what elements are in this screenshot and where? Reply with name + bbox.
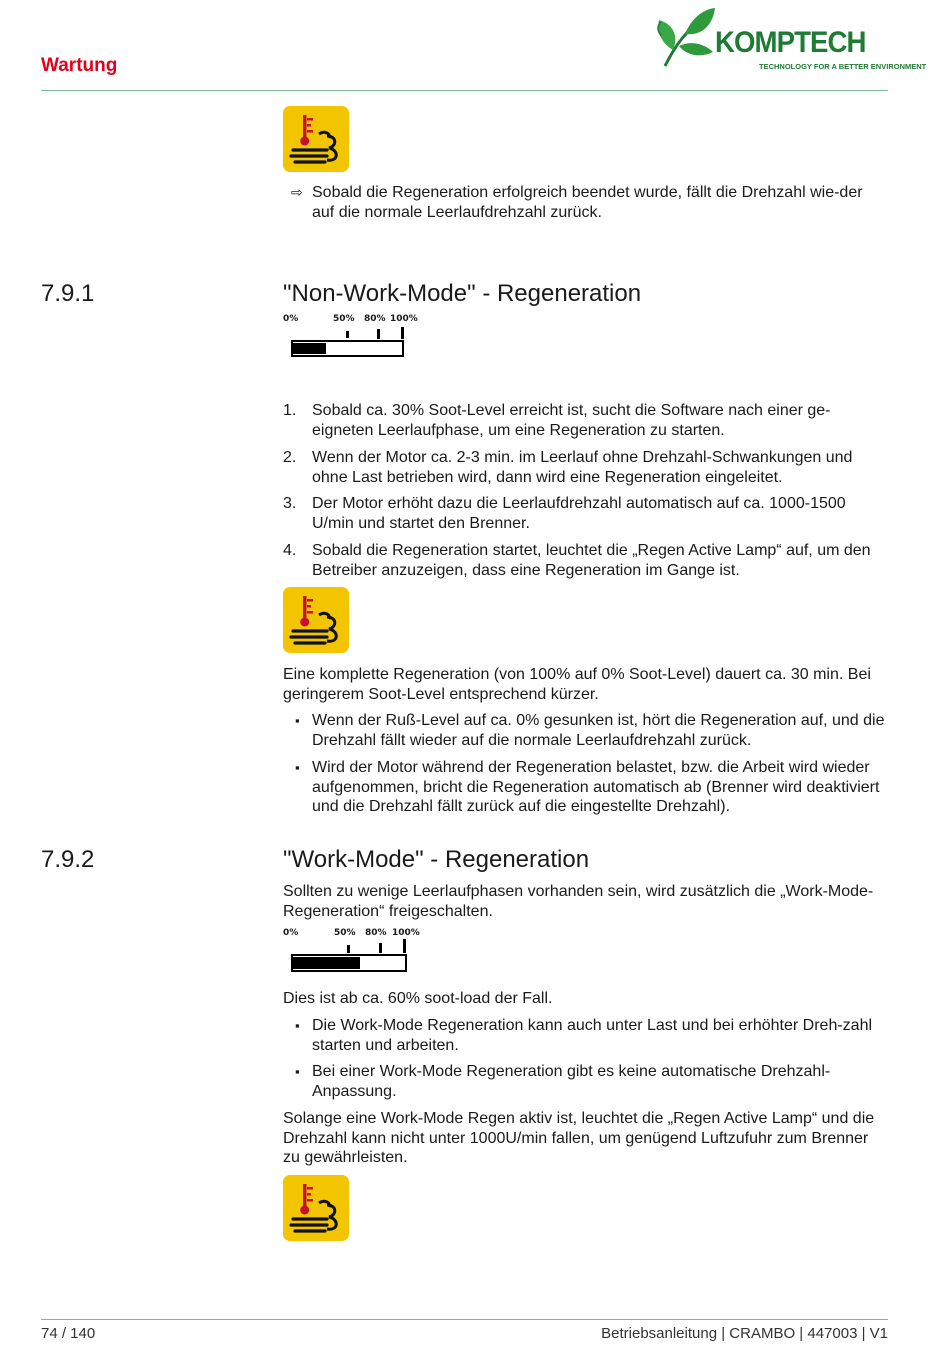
step-text: Sobald ca. 30% Soot-Level erreicht ist, sucht die Software nach einer ge-eigneten Leerlaufphase, um eine Regeneration zu starten. — [312, 402, 831, 439]
bullet-item — [283, 711, 888, 750]
step-number: 2. — [283, 449, 297, 466]
logo-tagline: TECHNOLOGY FOR A BETTER ENVIRONMENT — [759, 62, 927, 71]
leaf-logo-icon — [655, 6, 717, 72]
regen-warning-icon — [283, 1175, 349, 1241]
bullet-icon: ▪ — [295, 1018, 300, 1033]
gauge-label-0: 0% — [283, 314, 299, 324]
step-item — [283, 401, 888, 440]
step-number: 1. — [283, 402, 297, 419]
soot-level-gauge — [283, 928, 423, 976]
result-arrow-icon: ⇨ — [291, 184, 303, 200]
gauge-fill — [293, 343, 326, 354]
regen-duration-paragraph: Eine komplette Regeneration (von 100% auf 0% Soot-Level) dauert ca. 30 min. Bei geringerem Soot-Level entsprechend kürzer. — [283, 666, 871, 703]
section-number: 7.9.1 — [41, 280, 95, 307]
bullet-text: Bei einer Work-Mode Regeneration gibt es keine automatische Drehzahl-Anpassung. — [312, 1063, 831, 1100]
regen-warning-icon — [283, 587, 349, 653]
gauge-label-100: 100% — [390, 314, 418, 324]
result-text: Sobald die Regeneration erfolgreich beendet wurde, fällt die Drehzahl wie-der auf die normale Leerlaufdrehzahl zurück. — [312, 184, 863, 221]
regen-warning-icon — [283, 106, 349, 172]
gauge-fill — [293, 957, 360, 969]
step-text: Der Motor erhöht dazu die Leerlaufdrehzahl automatisch auf ca. 1000-1500 U/min und startet den Brenner. — [312, 495, 846, 532]
bullet-text: Wird der Motor während der Regeneration belastet, bzw. die Arbeit wird wieder aufgenommen, bricht die Regeneration automatisch ab (Brenner wird deaktiviert und die Drehzahl fällt zurück auf die eingestellte Drehzahl). — [312, 759, 880, 816]
header-divider — [41, 90, 888, 91]
step-number: 4. — [283, 542, 297, 559]
section-title: "Work-Mode" - Regeneration — [283, 846, 590, 873]
bullet-text: Die Work-Mode Regeneration kann auch unter Last und bei erhöhter Dreh-zahl starten und arbeiten. — [312, 1017, 873, 1054]
gauge-label-100: 100% — [392, 928, 420, 938]
komptech-logo — [655, 6, 927, 72]
section-header-title: Wartung — [41, 55, 118, 76]
section-title: "Non-Work-Mode" - Regeneration — [283, 280, 642, 307]
work-mode-intro: Sollten zu wenige Leerlaufphasen vorhanden sein, wird zusätzlich die „Work-Mode-Regeneration“ freigeschalten. — [283, 883, 874, 920]
gauge-label-50: 50% — [334, 928, 356, 938]
document-reference: Betriebsanleitung | CRAMBO | 447003 | V1 — [601, 1325, 888, 1342]
step-number: 3. — [283, 495, 297, 512]
result-line — [283, 183, 888, 222]
bullet-icon: ▪ — [295, 1064, 300, 1079]
bullet-item — [283, 758, 888, 817]
threshold-text: Dies ist ab ca. 60% soot-load der Fall. — [283, 990, 553, 1007]
bullet-text: Wenn der Ruß-Level auf ca. 0% gesunken ist, hört die Regeneration auf, und die Drehzahl fällt wieder auf die normale Leerlaufdrehzahl zurück. — [312, 712, 885, 749]
work-mode-paragraph: Solange eine Work-Mode Regen aktiv ist, leuchtet die „Regen Active Lamp“ und die Drehzahl kann nicht unter 1000U/min fallen, um genügend Luftzufuhr zum Brenner zu gewährleisten. — [283, 1110, 875, 1167]
step-text: Wenn der Motor ca. 2-3 min. im Leerlauf ohne Drehzahl-Schwankungen und ohne Last betrieben wird, dann wird eine Regeneration eingeleitet. — [312, 449, 853, 486]
gauge-label-0: 0% — [283, 928, 299, 938]
footer-divider — [41, 1319, 888, 1320]
bullet-icon: ▪ — [295, 713, 300, 728]
gauge-label-80: 80% — [364, 314, 386, 324]
gauge-label-50: 50% — [333, 314, 355, 324]
step-item — [283, 541, 888, 580]
bullet-item — [283, 1062, 888, 1101]
soot-level-gauge — [283, 314, 423, 362]
section-number: 7.9.2 — [41, 846, 95, 873]
gauge-label-80: 80% — [365, 928, 387, 938]
page-number: 74 / 140 — [41, 1325, 96, 1342]
bullet-icon: ▪ — [295, 760, 300, 775]
step-item — [283, 494, 888, 533]
bullet-item — [283, 1016, 888, 1055]
step-item — [283, 448, 888, 487]
logo-wordmark: KOMPTECH — [715, 26, 866, 59]
step-text: Sobald die Regeneration startet, leuchtet die „Regen Active Lamp“ auf, um den Betreiber anzuzeigen, dass eine Regeneration im Gange ist. — [312, 542, 871, 579]
